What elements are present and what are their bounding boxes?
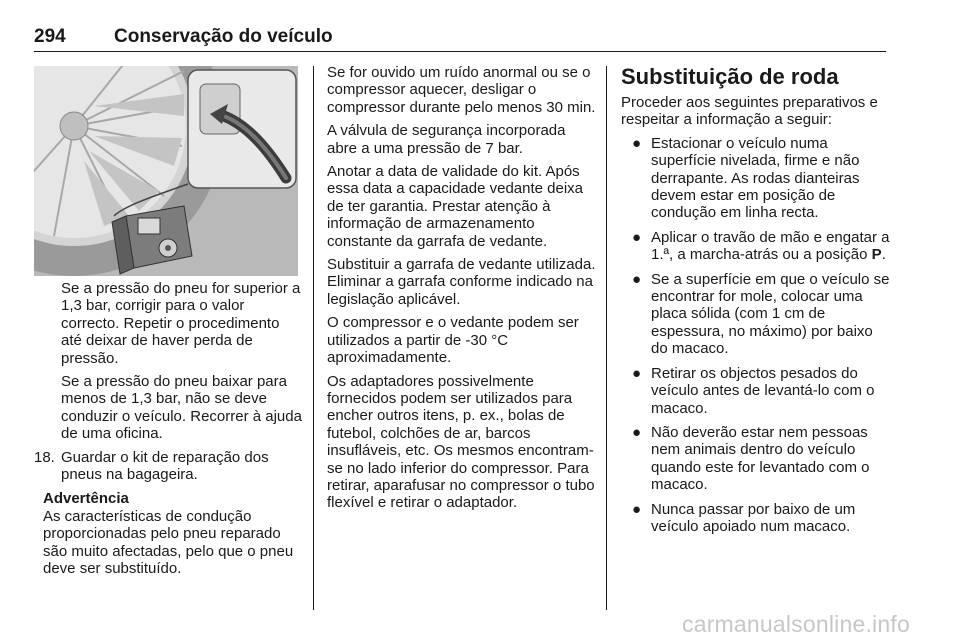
list-item: ● Se a superfície em que o veículo se encontrar for mole, colocar uma placa sólida (com 1 cm de espessura, no máximo) por baixo do macaco. xyxy=(632,270,890,358)
right-column xyxy=(621,64,891,542)
page-header xyxy=(34,24,886,52)
tire-compressor-drawing xyxy=(34,66,298,276)
gear-position-label: P xyxy=(871,246,882,264)
list-item: ● Não deverão estar nem pessoas nem animais dentro do veículo quando este for levantado com o macaco. xyxy=(632,423,870,494)
step-number: 18. xyxy=(34,448,55,466)
step-text: Guardar o kit de reparação dos pneus na bagageira. xyxy=(61,448,269,484)
list-item: ● Retirar os objectos pesados do veículo antes de levantá-lo com o macaco. xyxy=(632,364,875,417)
paragraph-pressure-below: Se a pressão do pneu baixar para menos de 1,3 bar, não se deve conduzir o veículo. Recorrer à ajuda de uma oficina. xyxy=(61,373,302,443)
page-number: 294 xyxy=(34,26,66,47)
bullet-icon: ● xyxy=(632,134,642,152)
paragraph-noise: Se for ouvido um ruído anormal ou se o compressor aquecer, desligar o compressor durante pelo menos 30 min. xyxy=(327,64,596,116)
section-title: Substituição de roda xyxy=(621,64,839,89)
column-divider-right xyxy=(606,66,607,610)
paragraph-safety-valve: A válvula de segurança incorporada abre a uma pressão de 7 bar. xyxy=(327,122,566,157)
column-divider-left xyxy=(313,66,314,610)
paragraph-replace-bottle: Substituir a garrafa de vedante utilizada. Eliminar a garrafa conforme indicado na legislação aplicável. xyxy=(327,256,596,308)
paragraph-expiry: Anotar a data de validade do kit. Após essa data a capacidade vedante deixa de ter garantia. Prestar atenção à informação de armazenamento constante da garrafa de vedante. xyxy=(327,163,584,250)
bullet-icon: ● xyxy=(632,423,642,441)
list-item: ● Nunca passar por baixo de um veículo apoiado num macaco. xyxy=(632,500,856,535)
paragraph-adapters: Os adaptadores possivelmente fornecidos podem ser utilizados para encher outros itens, p. ex., bolas de futebol, colchões de ar, barcos insufláveis, etc. Os mesmos encontram-se no lado inferior do compressor. Para retirar, aparafusar no compressor o tubo flexível e retirar o adaptador. xyxy=(327,372,595,512)
list-item: ● Estacionar o veículo numa superfície nivelada, firme e não derrapante. As rodas dianteiras devem estar em posição de condução em linha recta. xyxy=(632,134,860,222)
step-18 xyxy=(34,449,304,484)
page-title: Conservação do veículo xyxy=(114,26,333,47)
watermark: carmanualsonline.info xyxy=(682,611,910,637)
tire-compressor-illustration xyxy=(34,66,298,276)
warning-block xyxy=(34,490,304,577)
bullet-icon: ● xyxy=(632,364,642,382)
warning-text: As características de condução proporcionadas pelo pneu reparado são muito afectadas, pelo que o pneu deve ser substituído. xyxy=(43,507,294,578)
bullet-list xyxy=(621,135,891,536)
middle-column xyxy=(327,64,597,518)
list-item: ● Aplicar o travão de mão e engatar a 1.ª, a marcha-atrás ou a posição P. xyxy=(632,228,890,264)
paragraph-pressure-above: Se a pressão do pneu for superior a 1,3 bar, corrigir para o valor correcto. Repetir o procedimento até deixar de haver perda de pressão. xyxy=(61,280,301,367)
section-intro: Proceder aos seguintes preparativos e respeitar a informação a seguir: xyxy=(621,94,878,129)
left-column xyxy=(34,280,304,578)
warning-title: Advertência xyxy=(43,490,129,508)
bullet-icon: ● xyxy=(632,270,642,288)
bullet-icon: ● xyxy=(632,500,642,518)
paragraph-temperature: O compressor e o vedante podem ser utilizados a partir de -30 °C aproximadamente. xyxy=(327,314,579,367)
bullet-icon: ● xyxy=(632,228,642,246)
